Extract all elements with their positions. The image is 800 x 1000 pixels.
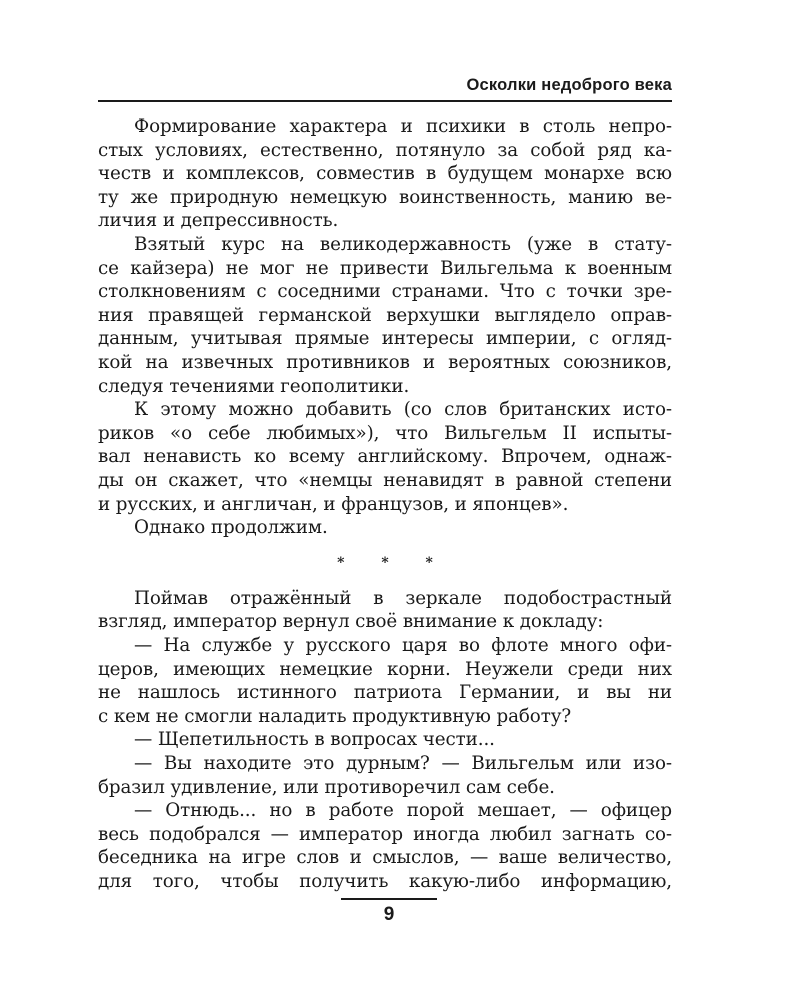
page-number: 9 xyxy=(383,904,395,925)
text-line: весь подобрался — император иногда любил загнать со- xyxy=(98,823,672,845)
section-break xyxy=(98,540,672,587)
text-line: Поймав отражённый в зеркале подобострастный xyxy=(134,587,672,609)
text-line: вал ненависть ко всему английскому. Впрочем, однаж- xyxy=(98,446,672,468)
text-before-break xyxy=(98,115,672,540)
text-line: стых условиях, естественно, потянуло за собой ряд ка- xyxy=(98,139,672,161)
text-after-break xyxy=(98,587,672,894)
text-line: бразил удивление, или противоречил сам себе. xyxy=(98,776,555,798)
text-line: ды он скажет, что «немцы ненавидят в равной степени xyxy=(98,469,672,491)
footer-rule xyxy=(341,898,437,900)
text-line: не нашлось истинного патриота Германии, и вы ни xyxy=(98,682,672,704)
text-line: риков «о себе любимых»), что Вильгельм II испыты- xyxy=(98,422,672,444)
header-rule xyxy=(98,100,672,102)
text-line: — На службе у русского царя во флоте много офи- xyxy=(134,635,672,657)
section-break-star: * xyxy=(425,554,433,571)
text-line: се кайзера) не мог не привести Вильгельма к военным xyxy=(98,257,672,279)
text-line: — Вы находите это дурным? — Вильгельм или изо- xyxy=(134,753,672,775)
section-break-star: * xyxy=(337,554,345,571)
text-line: К этому можно добавить (со слов британских исто- xyxy=(134,399,672,421)
text-line: следуя течениями геополитики. xyxy=(98,375,410,397)
text-line: кой на извечных противников и вероятных союзников, xyxy=(98,351,672,373)
text-line: личия и депрессивность. xyxy=(98,210,339,232)
text-line: беседника на игре слов и смыслов, — ваше величество, xyxy=(98,847,672,869)
text-line: ту же природную немецкую воинственность, манию ве- xyxy=(98,186,672,208)
text-line: с кем не смогли наладить продуктивную работу? xyxy=(98,705,572,727)
text-line: честв и комплексов, совместив в будущем монархе всю xyxy=(98,163,672,185)
text-line: столкновениям с соседними странами. Что с точки зре- xyxy=(98,281,672,303)
text-line: Взятый курс на великодержавность (уже в стату- xyxy=(134,233,672,255)
text-line: и русских, и англичан, и французов, и японцев». xyxy=(98,493,569,515)
running-title: Осколки недоброго века xyxy=(466,76,672,94)
text-line: для того, чтобы получить какую-либо информацию, xyxy=(98,871,672,892)
text-line: данным, учитывая прямые интересы империи, с огляд- xyxy=(98,328,672,350)
text-line: — Щепетильность в вопросах чести... xyxy=(134,729,495,751)
text-line: Формирование характера и психики в столь непро- xyxy=(134,116,672,137)
section-break-star: * xyxy=(381,554,389,571)
text-line: взгляд, император вернул своё внимание к докладу: xyxy=(98,611,604,633)
text-line: Однако продолжим. xyxy=(134,517,328,539)
body-text xyxy=(98,115,672,894)
text-line: ния правящей германской верхушки выглядело оправ- xyxy=(98,304,672,326)
text-line: церов, имеющих немецкие корни. Неужели среди них xyxy=(98,658,672,680)
text-line: — Отнюдь... но в работе порой мешает, — офицер xyxy=(134,800,672,822)
